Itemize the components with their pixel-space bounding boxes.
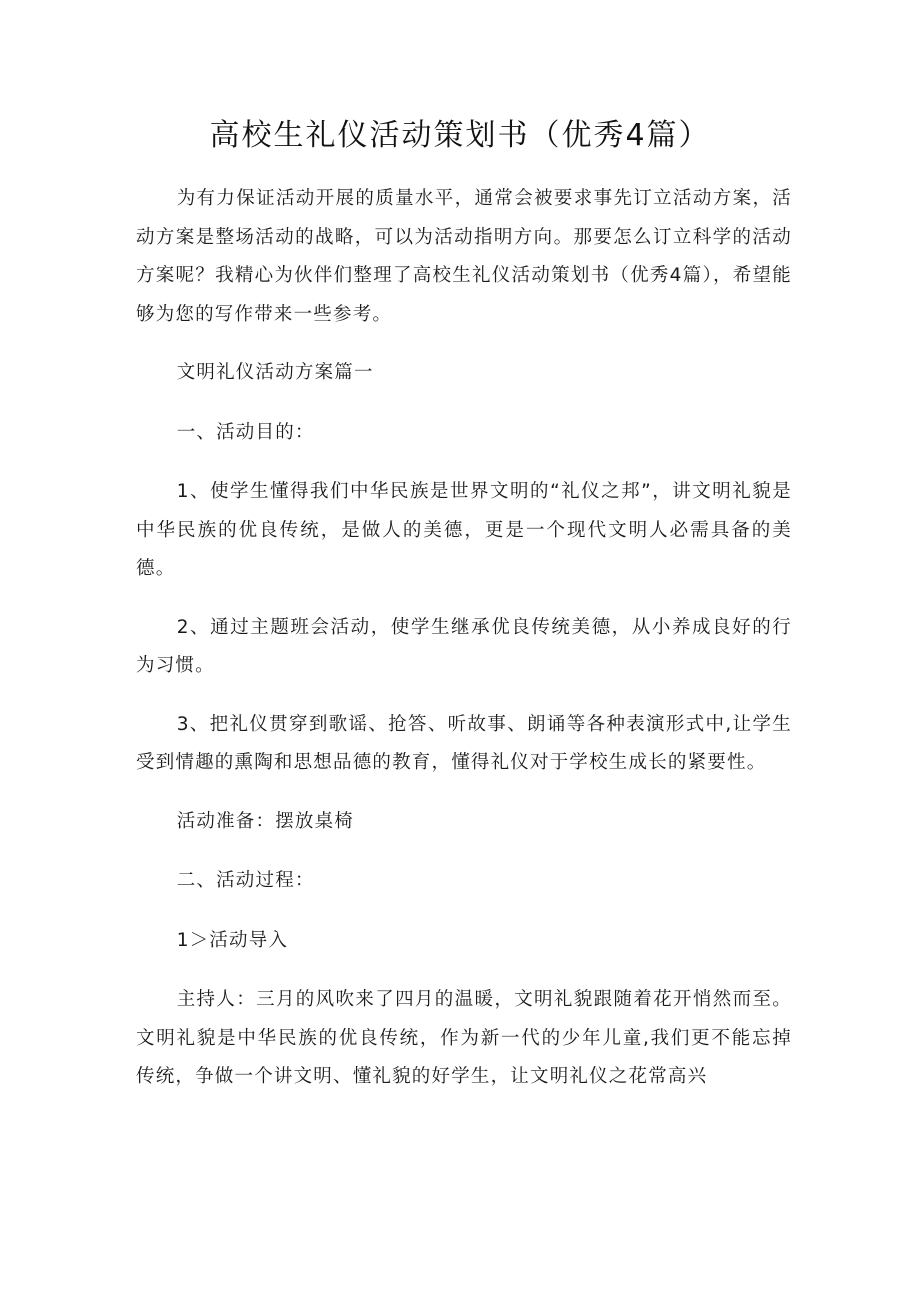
body-paragraph: 3、把礼仪贯穿到歌谣、抢答、听故事、朗诵等各种表演形式中,让学生受到情趣的熏陶和思想品德的教育，懂得礼仪对于学校生成长的紧要性。 bbox=[136, 713, 792, 773]
list-item-heading: 1＞活动导入 bbox=[176, 929, 289, 951]
document-body bbox=[136, 180, 792, 1117]
section-heading: 文明礼仪活动方案篇一 bbox=[176, 362, 374, 383]
subsection-heading: 二、活动过程： bbox=[176, 870, 315, 891]
body-paragraph: 主持人：三月的风吹来了四月的温暖，文明礼貌跟随着花开悄然而至。文明礼貌是中华民族的优良传统，作为新一代的少年儿童,我们更不能忘掉传统，争做一个讲文明、懂礼貌的好学生，让文明礼仪之花常高兴 bbox=[136, 989, 792, 1087]
body-paragraph: 1、使学生懂得我们中华民族是世界文明的“礼仪之邦”，讲文明礼貌是中华民族的优良传统，是做人的美德，更是一个现代文明人必需具备的美德。 bbox=[136, 481, 792, 579]
document-title: 高校生礼仪活动策划书（优秀4篇） bbox=[209, 118, 711, 153]
body-paragraph: 活动准备：摆放桌椅 bbox=[176, 810, 354, 832]
body-paragraph: 2、通过主题班会活动，使学生继承优良传统美德，从小养成良好的行为习惯。 bbox=[136, 616, 792, 676]
intro-paragraph: 为有力保证活动开展的质量水平，通常会被要求事先订立活动方案，活动方案是整场活动的战略，可以为活动指明方向。那要怎么订立科学的活动方案呢？我精心为伙伴们整理了高校生礼仪活动策划书（优秀4篇），希望能够为您的写作带来一些参考。 bbox=[136, 188, 792, 325]
subsection-heading: 一、活动目的： bbox=[176, 421, 315, 443]
